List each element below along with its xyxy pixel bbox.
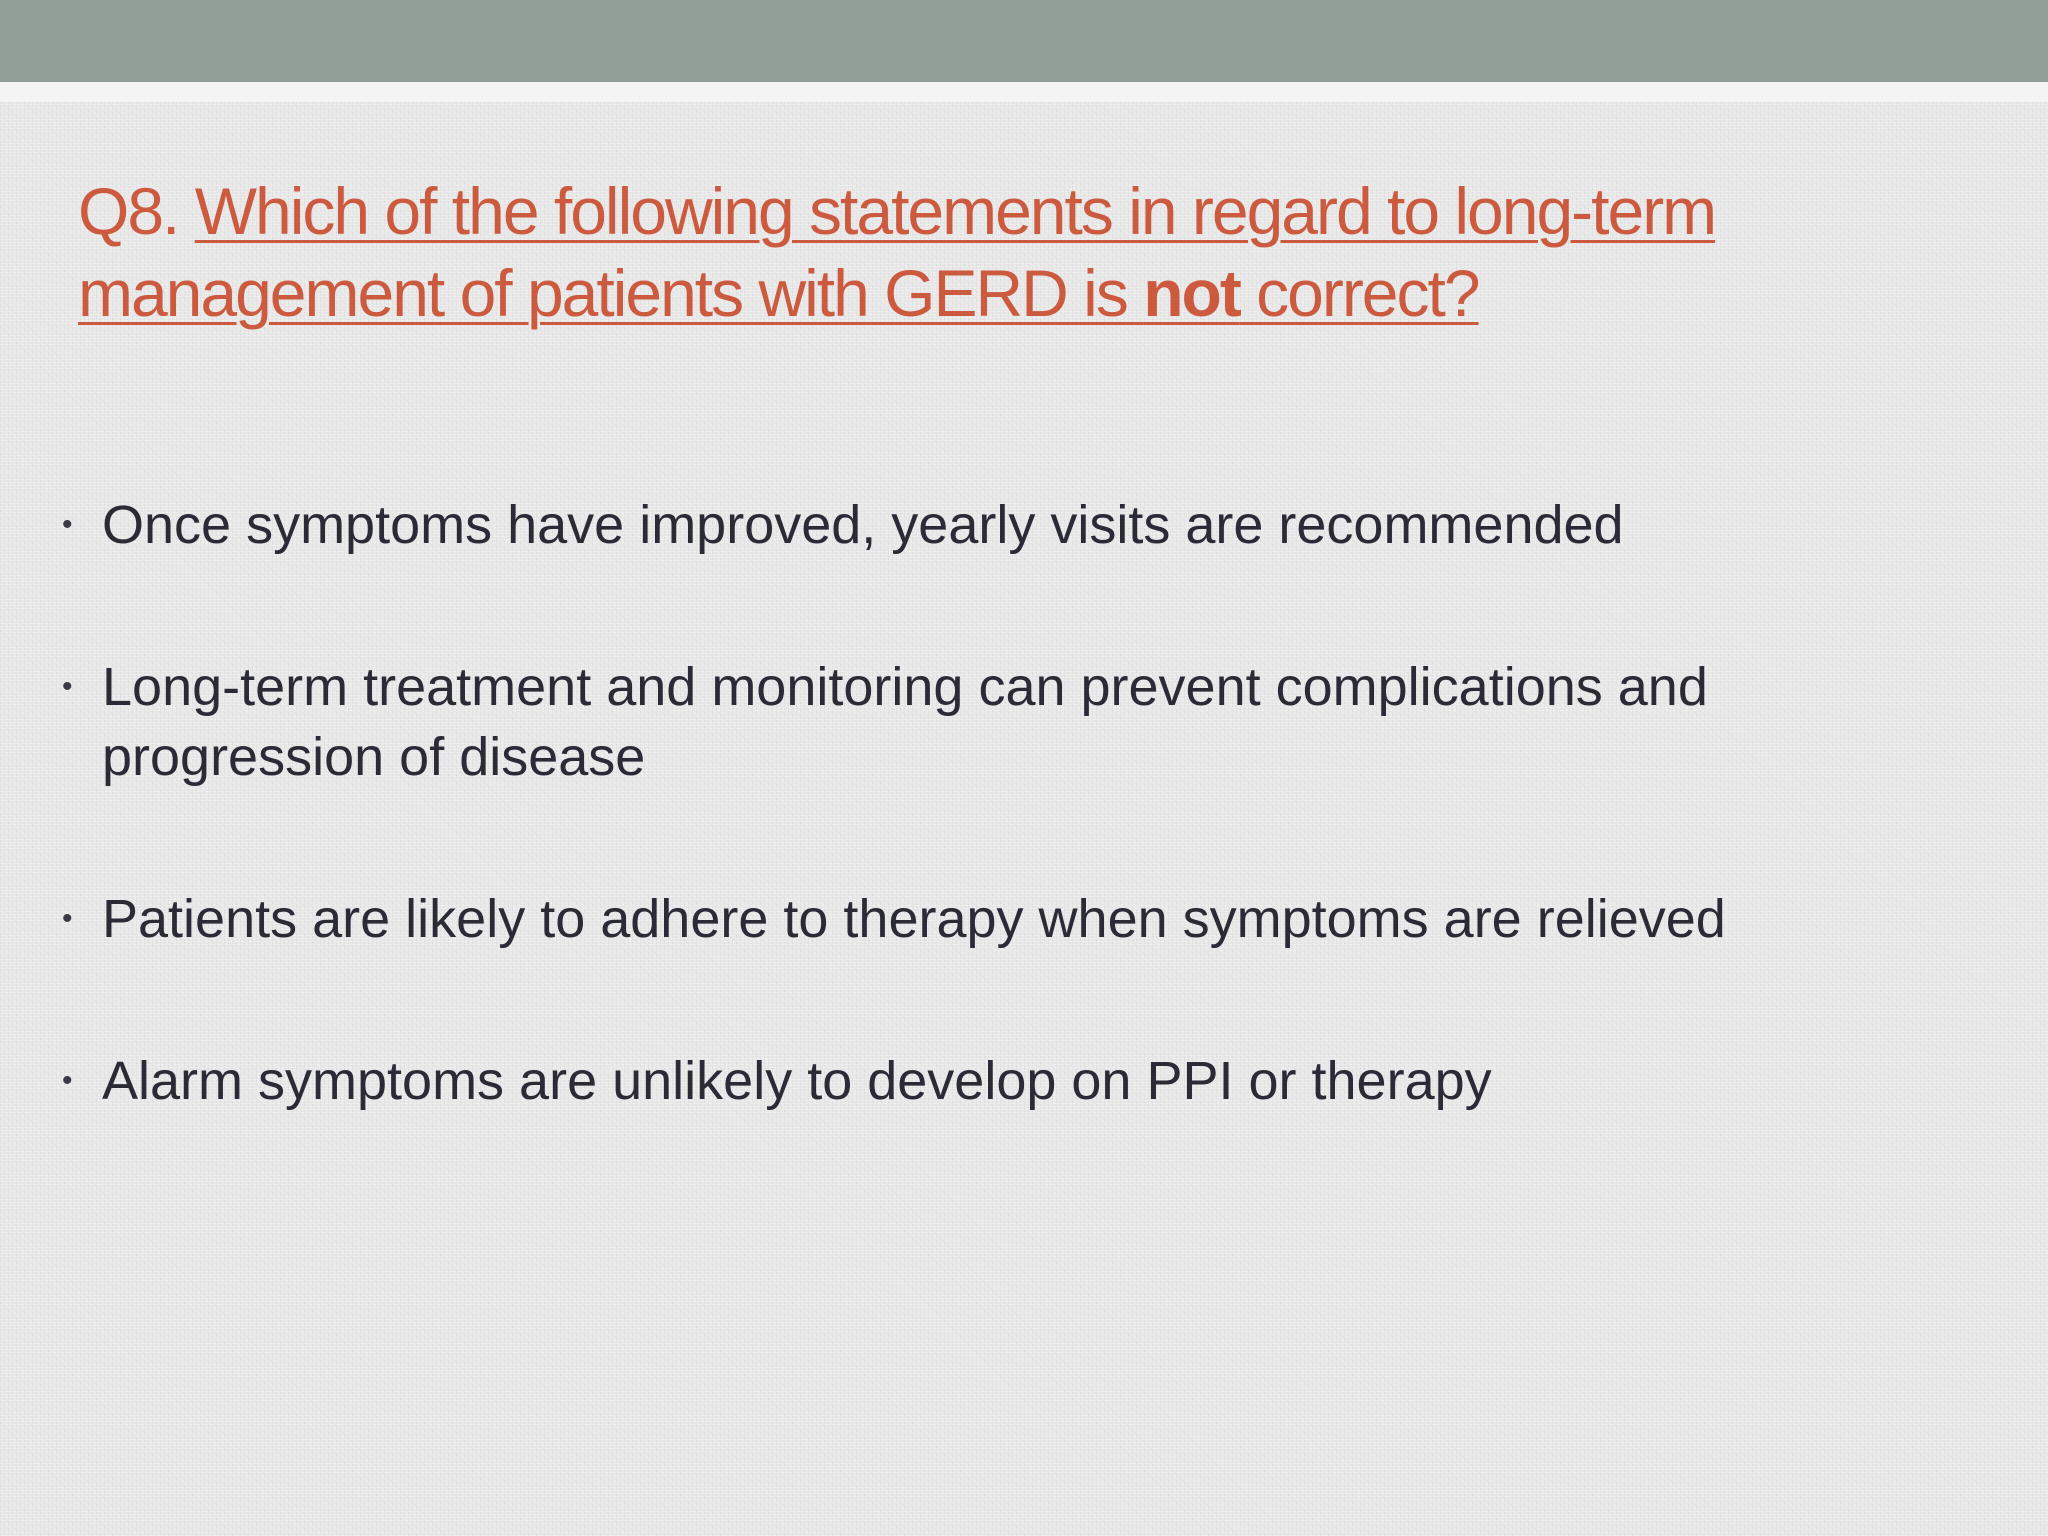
header-divider bbox=[0, 82, 2048, 102]
answer-options-list bbox=[56, 490, 1956, 1208]
answer-option bbox=[56, 884, 1956, 954]
answer-option bbox=[56, 1046, 1956, 1116]
answer-option-text: Alarm symptoms are unlikely to develop on PPI or therapy bbox=[102, 1051, 1492, 1111]
answer-option bbox=[56, 490, 1956, 560]
question-number: Q8. bbox=[78, 174, 195, 248]
question-text-part2: correct? bbox=[1239, 256, 1479, 330]
answer-option-text: Long-term treatment and monitoring can prevent complications and progression of disease bbox=[102, 657, 1708, 787]
answer-option-text: Once symptoms have improved, yearly visits are recommended bbox=[102, 495, 1624, 555]
header-bar bbox=[0, 0, 2048, 82]
answer-option bbox=[56, 652, 1956, 792]
bullet-icon: • bbox=[62, 1064, 73, 1097]
question-emphasis: not bbox=[1143, 256, 1240, 330]
question-text bbox=[78, 174, 1715, 330]
question-text-part1: Which of the following statements in regard to long-term management of patients with GERD is bbox=[78, 174, 1716, 330]
bullet-icon: • bbox=[62, 902, 73, 935]
slide-title bbox=[78, 170, 1958, 334]
bullet-icon: • bbox=[62, 508, 73, 541]
answer-option-text: Patients are likely to adhere to therapy when symptoms are relieved bbox=[102, 889, 1726, 949]
bullet-icon: • bbox=[62, 670, 73, 703]
